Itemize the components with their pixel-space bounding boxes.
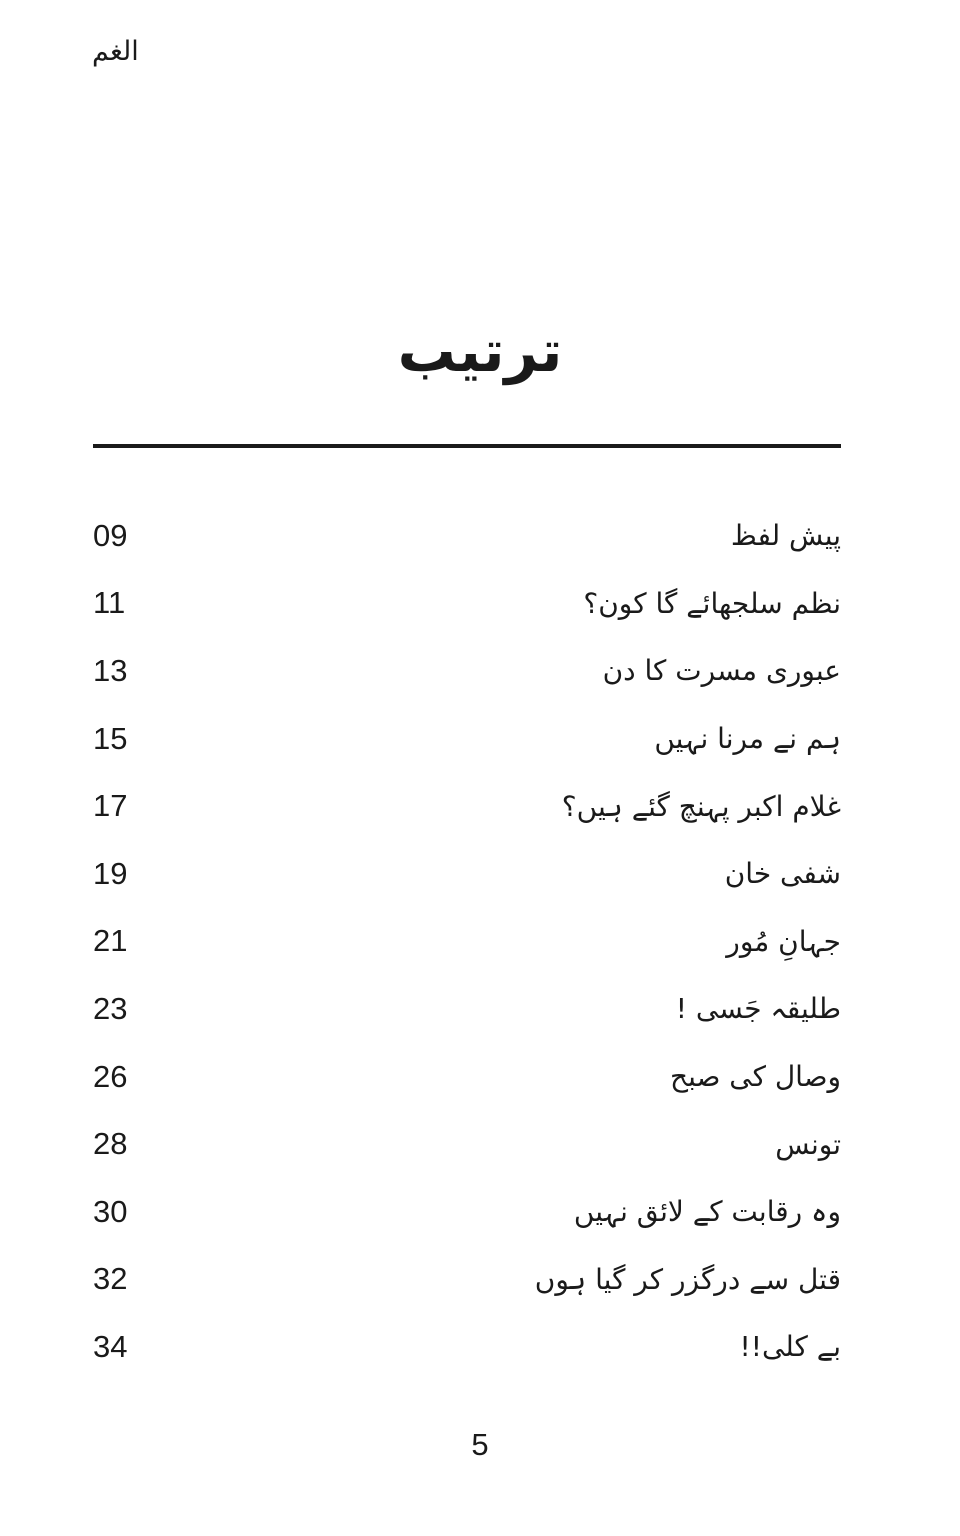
toc-entry-page: 23 — [93, 990, 128, 1026]
toc-entry — [93, 1313, 841, 1381]
toc-entry — [93, 570, 841, 638]
toc-entry — [93, 1110, 841, 1178]
toc-entry-page: 09 — [93, 517, 128, 553]
toc-entry-title: قتل سے درگزر کر گیا ہوں — [534, 1262, 841, 1296]
toc-entry — [93, 772, 841, 840]
toc-entry-title: طلیقہ جَسی ! — [675, 992, 841, 1026]
toc-entry-page: 34 — [93, 1328, 128, 1364]
title-divider — [93, 444, 841, 448]
toc-entry-page: 13 — [93, 652, 128, 688]
toc-list — [93, 502, 841, 1381]
toc-entry-title: غلام اکبر پہنچ گئے ہیں؟ — [561, 789, 841, 823]
toc-entry — [93, 705, 841, 773]
toc-entry-page: 32 — [93, 1261, 128, 1297]
toc-entry — [93, 1178, 841, 1246]
toc-entry — [93, 840, 841, 908]
toc-entry-title: ہم نے مرنا نہیں — [654, 722, 841, 756]
toc-entry-page: 19 — [93, 855, 128, 891]
toc-entry-page: 17 — [93, 788, 128, 824]
toc-entry-page: 30 — [93, 1193, 128, 1229]
toc-entry-page: 28 — [93, 1126, 128, 1162]
toc-entry-page: 21 — [93, 923, 128, 959]
toc-entry-title: بے کلی!! — [739, 1330, 841, 1364]
toc-entry — [93, 1043, 841, 1111]
toc-entry — [93, 1246, 841, 1314]
toc-entry — [93, 975, 841, 1043]
toc-entry-title: شفی خان — [724, 857, 841, 891]
page-number: 5 — [471, 1427, 489, 1462]
toc-entry-title: وہ رقابت کے لائق نہیں — [573, 1195, 841, 1229]
toc-entry-page: 11 — [93, 585, 126, 621]
toc-entry-page: 15 — [93, 720, 128, 756]
running-header: الغم — [92, 36, 139, 67]
toc-entry — [93, 502, 841, 570]
toc-title: ترتیب — [397, 317, 563, 385]
toc-entry-title: وصال کی صبح — [670, 1060, 841, 1094]
toc-entry-title: نظم سلجھائے گا کون؟ — [583, 586, 841, 620]
toc-entry-title: تونس — [775, 1127, 841, 1161]
toc-entry-title: عبوری مسرت کا دن — [602, 654, 841, 688]
toc-entry-title: پیش لفظ — [730, 519, 841, 553]
toc-entry-title: جہانِ مُور — [726, 924, 841, 958]
toc-entry-page: 26 — [93, 1058, 128, 1094]
toc-entry — [93, 637, 841, 705]
toc-entry — [93, 908, 841, 976]
